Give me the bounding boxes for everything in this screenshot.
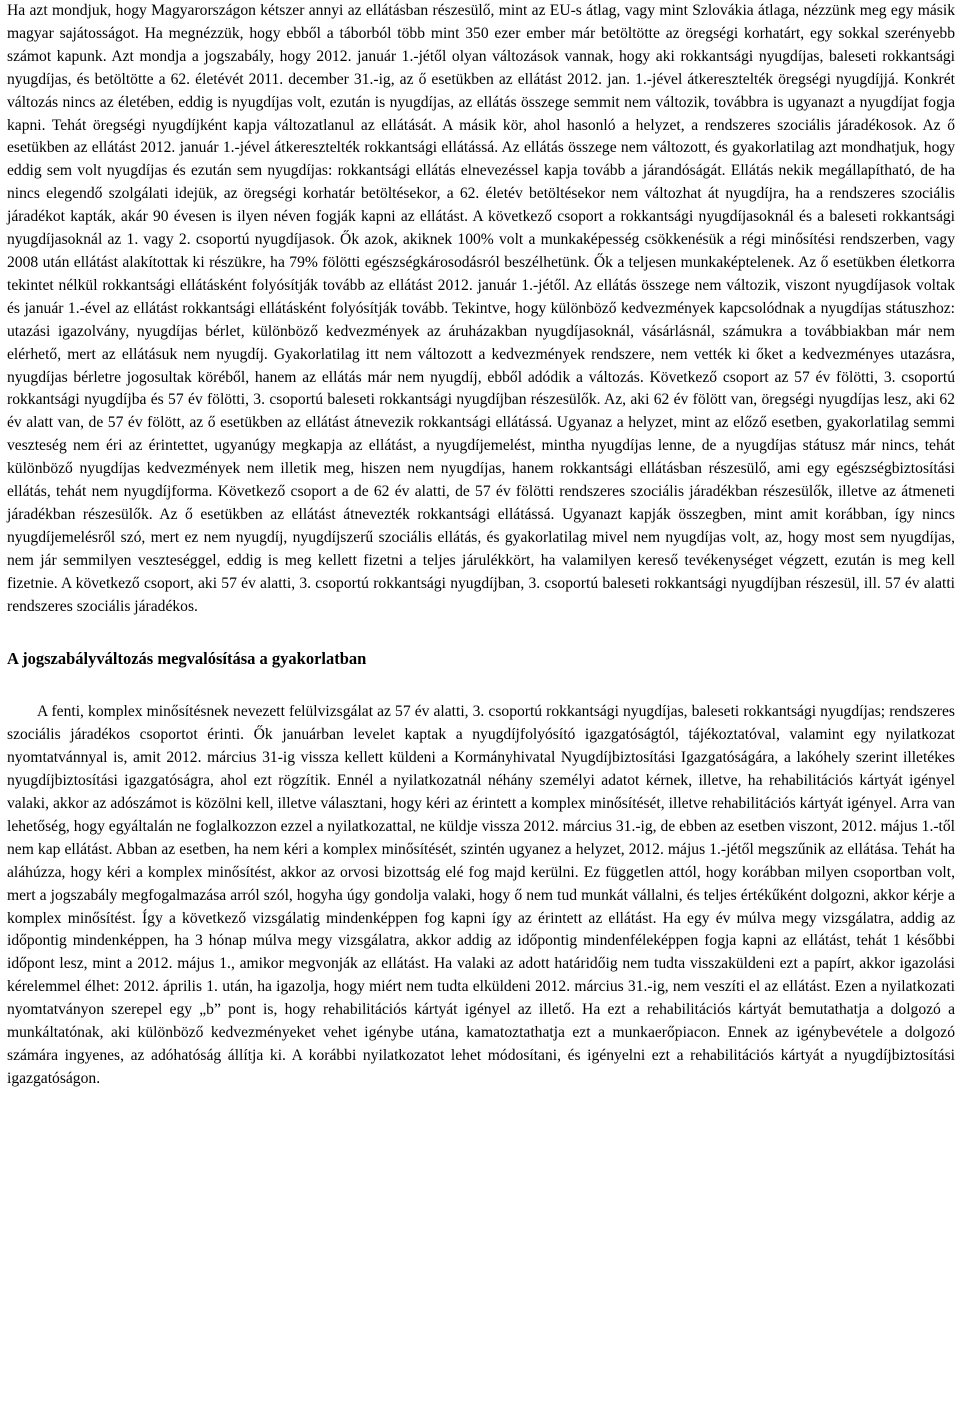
document-page <box>7 0 955 1091</box>
section-heading: A jogszabályváltozás megvalósítása a gyakorlatban <box>7 649 367 669</box>
body-paragraph-practice: A fenti, komplex minősítésnek nevezett felülvizsgálat az 57 év alatti, 3. csoportú rokkantsági nyugdíjas, baleseti rokkantsági nyugdíjas; rendszeres szociális járadékos csoportot érinti. Ők januárban levelet kaptak a nyugdíjfolyósító igazgatóságtól, tájékoztatóval, valamint egy nyilatkozat nyomtatvánnyal is, amit 2012. március 31-ig vissza kellett küldeni a Kormányhivatal Nyugdíjbiztosítási Igazgatóságára, a lakóhely szerint illetékes nyugdíjbiztosítási igazgatóságra, ahol ezt rögzítik. Ennél a nyilatkozatnál néhány személyi adatot kérnek, illetve, ha rehabilitációs kártyát igényel valaki, akkor az adószámot is közölni kell, illetve választani, hogy kéri az érintett a komplex minősítését, illetve rehabilitációs kártyát igényel. Arra van lehetőség, hogy egyáltalán ne foglalkozzon ezzel a nyilatkozattal, ne küldje vissza 2012. március 31.-ig, de ebben az esetben viszont, 2012. május 1.-től nem kap ellátást. Abban az esetben, ha nem kéri a komplex minősítését, szintén ugyanez a helyzet, 2012. május 1.-jétől megszűnik az ellátása. Tehát ha aláhúzza, hogy kéri a komplex minősítést, akkor az orvosi bizottság elé fog majd kerülni. Ez független attól, hogy korábban milyen csoportban volt, mert a jogszabály megfogalmazása arról szól, hogyha úgy gondolja valaki, hogy ő nem tud munkát vállalni, és teljes értékűként dolgozni, akkor kérje a komplex minősítést. Így a következő vizsgálatig mindenképpen fog kapni így az érintett az ellátást. Ha egy év múlva megy vizsgálatra, addig az időpontig mindenképpen, ha 3 hónap múlva megy vizsgálatra, akkor addig az időpontig mindenféleképpen fogja kapni az ellátást, tehát 1 későbbi időpont lesz, mint a 2012. május 1., amikor megvonják az ellátást. Ha valaki az adott határidőig nem tudta visszaküldeni ezt a papírt, akkor igazolási kérelemmel élhet: 2012. április 1. után, ha igazolja, hogy miért nem tudta elküldeni 2012. március 31.-ig, nem veszíti el az ellátást. Ezen a nyilatkozati nyomtatványon szerepel egy „b” pont is, hogy rehabilitációs kártyát igényel az illető. Ha ezt a rehabilitációs kártyát bemutathatja a dolgozó a munkáltatónak, aki különböző kedvezményeket vehet igénybe utána, kamatoztathatja ezt a munkaerőpiacon. Ennek az igénybevétele a dolgozó számára ingyenes, az adóhatóság állítja ki. A korábbi nyilatkozatot lehet módosítani, és igényelni ezt a rehabilitációs kártyát a nyugdíjbiztosítási igazgatóságon. <box>7 703 955 1087</box>
body-paragraph-intro: Ha azt mondjuk, hogy Magyarországon kétszer annyi az ellátásban részesülő, mint az EU-s átlag, vagy mint Szlovákia átlaga, nézzünk meg egy másik magyar sajátosságot. Ha megnézzük, hogy ebből a táborból több mint 350 ezer ember már betöltötte az öregségi korhatárt, egy sokkal szerényebb számot kapunk. Azt mondja a jogszabály, hogy 2012. január 1.-jétől olyan változások vannak, hogy aki rokkantsági nyugdíjas, baleseti rokkantsági nyugdíjas, és betöltötte a 62. életévét 2011. december 31.-ig, az ő esetükben az ellátást 2012. jan. 1.-jével átkeresztelték öregségi nyugdíjjá. Konkrét változás nincs az életében, eddig is nyugdíjas volt, ezután is nyugdíjas, az ellátás összege semmit nem változik, továbbra is ugyanazt a nyugdíjat fogja kapni. Tehát öregségi nyugdíjként kapja változatlanul az ellátását. A másik kör, ahol hasonló a helyzet, a rendszeres szociális járadékosok. Az ő esetükben az ellátást 2012. január 1.-jével átkeresztelték rokkantsági ellátássá. Az ellátás összege nem változott, és gyakorlatilag azt mondhatjuk, hogy eddig sem volt nyugdíjas és ezután sem nyugdíjas: rokkantsági ellátás elnevezéssel kapja tovább a járandóságát. Ellátás nekik megállapítható, de ha nincs elegendő szolgálati idejük, az öregségi korhatár betöltésekor, a 62. életév betöltésekor nem változhat át nyugdíjra, ha a rendszeres szociális járadékot kapták, akár 90 évesen is ilyen néven fogják kapni az ellátást. A következő csoport a rokkantsági nyugdíjasoknál és a baleseti rokkantsági nyugdíjasoknál az 1. vagy 2. csoportú nyugdíjasok. Ők azok, akiknek 100% volt a munkaképesség csökkenésük a régi minősítési rendszerben, vagy 2008 után ellátást alakítottak ki részükre, ha 79% fölötti egészségkárosodásról beszélhetünk. Ők a teljesen munkaképtelenek. Az ő esetükben életkorra tekintet nélkül rokkantsági ellátásként folyósítják tovább az ellátást 2012. január 1.-jétől. Az ellátás összege nem változik, viszont nyugdíjasok voltak és január 1.-ével az ellátást rokkantsági ellátásként folyósítják tovább. Tekintve, hogy különböző kedvezmények kapcsolódnak a nyugdíjas státuszhoz: utazási igazolvány, nyugdíjas bérlet, különböző kedvezmények az áruházakban nyugdíjasoknál, vásárlásnál, számukra a továbbiakban már nem elérhető, mert az ellátásuk nem nyugdíj. Gyakorlatilag itt nem változott a kedvezmények rendszere, nem vették ki őket a kedvezményes utazásra, nyugdíjas bérletre jogosultak köréből, hanem az ellátás már nem nyugdíj, ebből adódik a változás. Következő csoport az 57 év fölötti, 3. csoportú rokkantsági nyugdíjba és 57 év fölötti, 3. csoportú baleseti rokkantsági nyugdíjban részesülők. Az, aki 62 év fölött van, öregségi nyugdíjas lesz, aki 62 év alatt van, de 57 év fölött, az ő esetükben az ellátást átnevezik rokkantsági ellátássá. Ugyanaz a helyzet, mint az előző esetben, gyakorlatilag semmi veszteség nem éri az érintettet, ugyanúgy megkapja az ellátást, a nyugdíjemelést, mintha nyugdíjas lenne, de a nyugdíjas státusz már nincs, tehát különböző nyugdíjas kedvezmények nem illetik meg, hiszen nem nyugdíjas, hanem rokkantsági ellátásban részesülő, ami egy egészségbiztosítási ellátás, tehát nem nyugdíjforma. Következő csoport a de 62 év alatti, de 57 év fölötti rendszeres szociális járadékban részesülők, illetve az átmeneti járadékban részesülők. Az ő esetükben az ellátást átnevezték rokkantsági ellátássá. Ugyanazt kapják összegben, mint amit korábban, így nincs nyugdíjemelésről szó, mert ez nem nyugdíj, nyugdíjszerű szociális ellátás, és gyakorlatilag mivel nem nyugdíjas volt, az, hogy most sem nyugdíjas, nem jár semmilyen veszteséggel, eddig is meg kellett fizetni a teljes járulékkört, ha valamilyen kereső tevékenységet végzett, ezután is meg kell fizetnie. A következő csoport, aki 57 év alatti, 3. csoportú rokkantsági nyugdíjban, 3. csoportú baleseti rokkantsági nyugdíjban részesül, ill. 57 év alatti rendszeres szociális járadékos. <box>7 2 955 615</box>
